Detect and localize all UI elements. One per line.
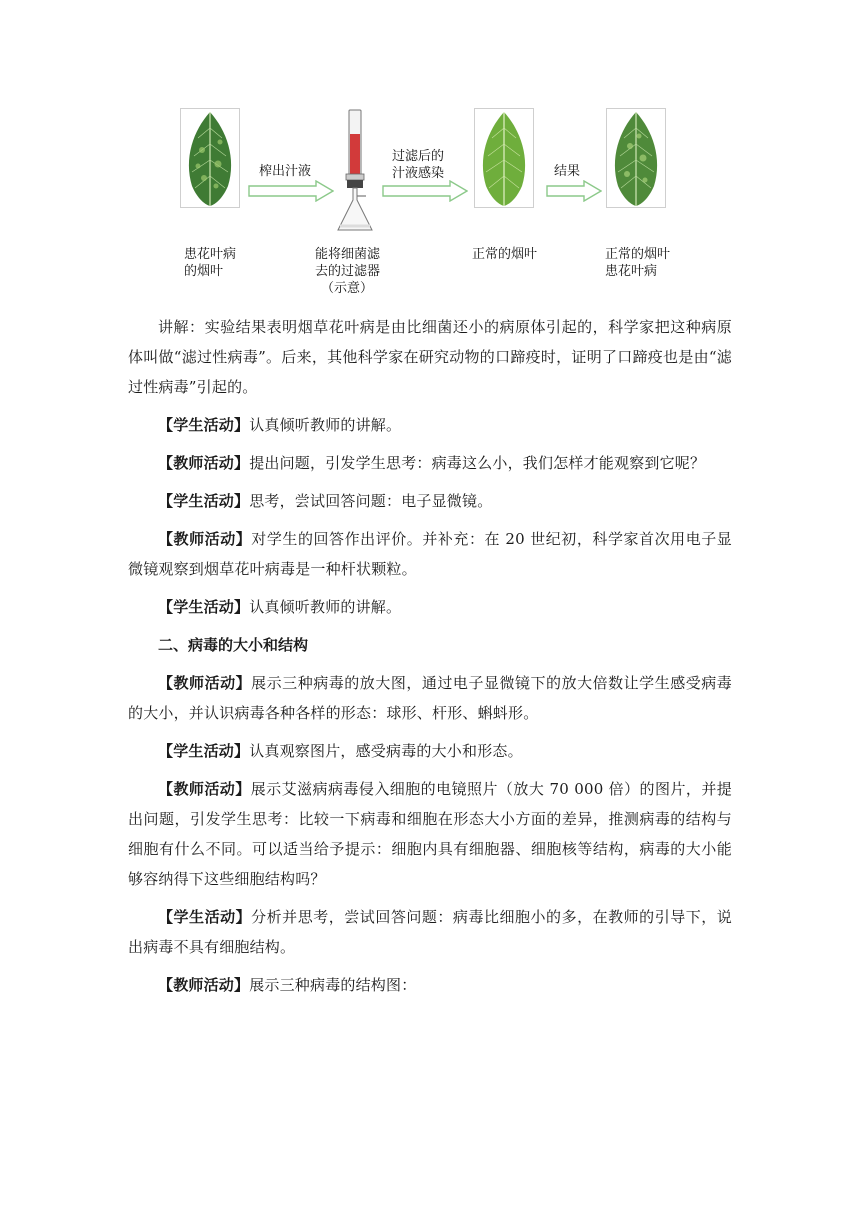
activity-tag: 【教师活动】 bbox=[158, 674, 252, 692]
infected-leaf-image bbox=[606, 108, 666, 208]
paragraph-text: 思考，尝试回答问题：电子显微镜。 bbox=[249, 492, 493, 510]
activity-tag: 【教师活动】 bbox=[158, 780, 251, 798]
caption-diseased-leaf bbox=[184, 246, 236, 280]
arrow-result bbox=[546, 180, 602, 202]
paragraph-text: 展示三种病毒的结构图： bbox=[249, 976, 417, 994]
section-heading: 二、病毒的大小和结构 bbox=[158, 636, 309, 654]
activity-tag: 【学生活动】 bbox=[158, 742, 250, 760]
paragraph-text: 认真观察图片，感受病毒的大小和形态。 bbox=[249, 742, 523, 760]
paragraph bbox=[128, 486, 732, 516]
activity-tag: 【学生活动】 bbox=[158, 598, 250, 616]
arrow-label-filtered-juice: 过滤后的 汁液感染 bbox=[392, 149, 445, 181]
caption-line: 正常的烟叶 bbox=[605, 247, 671, 262]
paragraph-text: 展示艾滋病病毒侵入细胞的电镜照片（放大 70 000 倍）的图片，并提出问题，引发学生思考：比较一下病毒和细胞在形态大小方面的差异，推测病毒的结构与细胞有什么不同。可以适当给予提示：细胞内具有细胞器、细胞核等结构，病毒的大小能够容纳得下这些细胞结构吗？ bbox=[128, 780, 733, 888]
tobacco-mosaic-experiment-figure bbox=[0, 0, 860, 300]
paragraph bbox=[128, 668, 732, 728]
caption-line: 正常的烟叶 bbox=[472, 247, 538, 262]
paragraph bbox=[128, 902, 732, 962]
activity-tag: 【学生活动】 bbox=[158, 908, 252, 926]
diseased-leaf-image bbox=[180, 108, 240, 208]
activity-tag: 【学生活动】 bbox=[158, 416, 250, 434]
paragraph-text: 对学生的回答作出评价。并补充：在 20 世纪初，科学家首次用电子显微镜观察到烟草花叶病毒是一种杆状颗粒。 bbox=[128, 530, 732, 578]
caption-line: 患花叶病 bbox=[605, 264, 658, 279]
activity-tag: 【学生活动】 bbox=[158, 492, 250, 510]
lesson-text bbox=[128, 312, 732, 1008]
caption-line: （示意） bbox=[321, 281, 374, 296]
paragraph-text: 认真倾听教师的讲解。 bbox=[249, 598, 402, 616]
caption-healthy-leaf bbox=[472, 246, 537, 263]
paragraph bbox=[128, 524, 732, 584]
bacterial-filter-icon bbox=[330, 108, 380, 234]
arrow-label-press-juice: 榨出汁液 bbox=[259, 164, 312, 179]
healthy-leaf-image bbox=[474, 108, 534, 208]
caption-line: 患花叶病 bbox=[184, 247, 237, 262]
caption-result-leaf bbox=[605, 246, 670, 280]
paragraph-text: 讲解：实验结果表明烟草花叶病是由比细菌还小的病原体引起的，科学家把这种病原体叫做“滤过性病毒”。后来，其他科学家在研究动物的口蹄疫时，证明了口蹄疫也是由“滤过性病毒”引起的。 bbox=[128, 318, 732, 396]
activity-tag: 【教师活动】 bbox=[158, 976, 250, 994]
activity-tag: 【教师活动】 bbox=[158, 454, 250, 472]
paragraph-text: 提出问题，引发学生思考：病毒这么小，我们怎样才能观察到它呢？ bbox=[249, 454, 706, 472]
paragraph bbox=[128, 774, 732, 894]
paragraph-text: 认真倾听教师的讲解。 bbox=[249, 416, 402, 434]
paragraph-text: 展示三种病毒的放大图，通过电子显微镜下的放大倍数让学生感受病毒的大小，并认识病毒各种各样的形态：球形、杆形、蝌蚪形。 bbox=[128, 674, 732, 722]
arrow-filtered-juice bbox=[382, 180, 468, 202]
paragraph bbox=[128, 736, 732, 766]
caption-line: 的烟叶 bbox=[184, 264, 224, 279]
caption-filter bbox=[315, 246, 380, 297]
paragraph bbox=[128, 592, 732, 622]
activity-tag: 【教师活动】 bbox=[158, 530, 252, 548]
caption-line: 去的过滤器 bbox=[315, 264, 381, 279]
caption-line: 能将细菌滤 bbox=[315, 247, 381, 262]
paragraph-text: 分析并思考，尝试回答问题：病毒比细胞小的多，在教师的引导下，说出病毒不具有细胞结构。 bbox=[128, 908, 732, 956]
paragraph bbox=[128, 312, 732, 402]
paragraph bbox=[128, 970, 732, 1000]
paragraph bbox=[128, 448, 732, 478]
arrow-label-result: 结果 bbox=[554, 164, 581, 179]
arrow-press-juice bbox=[248, 180, 334, 202]
paragraph bbox=[128, 410, 732, 440]
